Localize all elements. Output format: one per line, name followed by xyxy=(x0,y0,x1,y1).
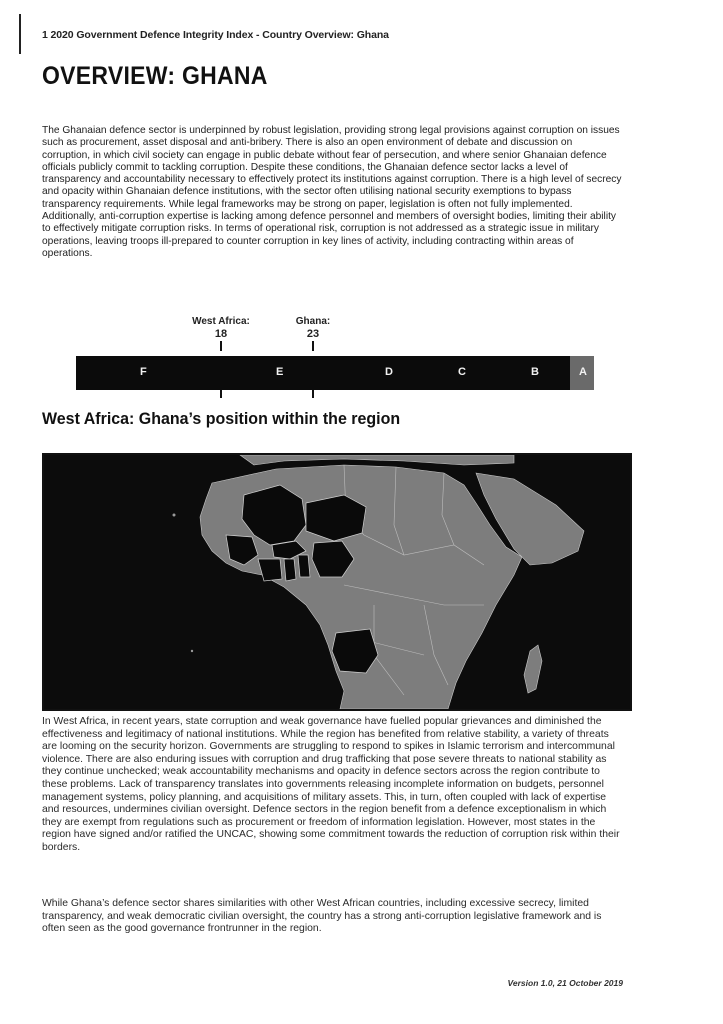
intro-paragraph: The Ghanaian defence sector is underpinned by robust legislation, providing strong legal provisions against corruption on issues such as procurement, asset disposal and anti-bribery. There is also an open environment of debate and discussion on corruption, in which civil society can engage in public debate without fear of persecution, and where senior Ghanaian defence officials publicly commit to tackling corruption. Despite these conditions, the Ghanaian defence sector lacks a level of transparency and accountability necessary to effectively protect its institutions against corruption. There is a high level of secrecy and opacity within Ghanaian defence institutions, with the sector often utilising national security exemptions to bypass transparency requirements. While legal frameworks may be strong on paper, legislation is often not fully implemented. Additionally, anti-corruption expertise is lacking among defence personnel and members of oversight bodies, limiting their ability to effectively mitigate corruption risks. In terms of operational risk, corruption is not addressed as a strategic issue in military operations, leaving troops ill-prepared to counter corruption in key lines of activity, including contracting within areas of operations. xyxy=(42,125,622,259)
score-scale xyxy=(76,316,594,396)
ghana-pointer xyxy=(312,341,314,351)
ghana-score: 23 xyxy=(306,328,320,340)
body-paragraph-2: While Ghana’s defence sector shares similarities with other West African countries, including excessive secrecy, limited transparency, and weak democratic civilian oversight, the country has a strong anti-corruption legislative framework and is often seen as the good governance frontrunner in the region. xyxy=(42,898,602,935)
west-africa-label: West Africa: xyxy=(192,316,250,327)
ghana-band-tick xyxy=(312,390,314,398)
ghana-label: Ghana: xyxy=(295,316,331,327)
page-title: OVERVIEW: GHANA xyxy=(42,62,268,90)
grade-c: C xyxy=(458,366,466,378)
grade-f: F xyxy=(140,366,147,378)
island-dot xyxy=(191,650,193,652)
ghana-shape xyxy=(284,559,296,581)
body-paragraph-1: In West Africa, in recent years, state corruption and weak governance have fuelled popular grievances and diminished the effectiveness and legitimacy of national institutions. While the region has benefited from relative stability, a variety of threats are looming on the security horizon. Governments are struggling to respond to spikes in Islamic terrorism and intercommunal violence. There are also enduring issues with corruption and drug trafficking that pose severe threats to national stability as they continue unchecked; weak accountability mechanisms and opacity in defence sectors across the region contribute to these problems. Lack of transparency translates into governments releasing incomplete information on budgets, personnel management systems, policy planning, and acquisitions of military assets. This, in turn, often coupled with lack of expertise and resources, undermines civilian oversight. Defence sectors in the region benefit from a defence exceptionalism in which they are exempt from regulations such as procurement or freedom of information legislation. However, most states in the region have signed and/or ratified the UNCAC, showing some commitment towards the reduction of corruption risk within their borders. xyxy=(42,716,620,853)
grade-band xyxy=(76,356,594,390)
west-africa-score: 18 xyxy=(214,328,228,340)
west-africa-band-tick xyxy=(220,390,222,398)
ghana-marker xyxy=(278,316,348,351)
grade-e: E xyxy=(276,366,284,378)
africa-map-graphic xyxy=(44,455,630,709)
west-africa-pointer xyxy=(220,341,222,351)
west-africa-marker xyxy=(186,316,256,351)
map-section-heading: West Africa: Ghana’s position within the region xyxy=(42,409,401,428)
grade-d: D xyxy=(385,366,393,378)
grade-a: A xyxy=(579,366,587,378)
togo-benin-shape xyxy=(298,555,310,577)
margin-rule xyxy=(19,14,21,54)
grade-b: B xyxy=(531,366,539,378)
island-dot xyxy=(173,514,176,517)
running-header: 1 2020 Government Defence Integrity Index - Country Overview: Ghana xyxy=(42,29,389,41)
version-footer: Version 1.0, 21 October 2019 xyxy=(507,978,623,988)
niger-shape xyxy=(306,495,366,541)
region-map xyxy=(42,453,632,711)
